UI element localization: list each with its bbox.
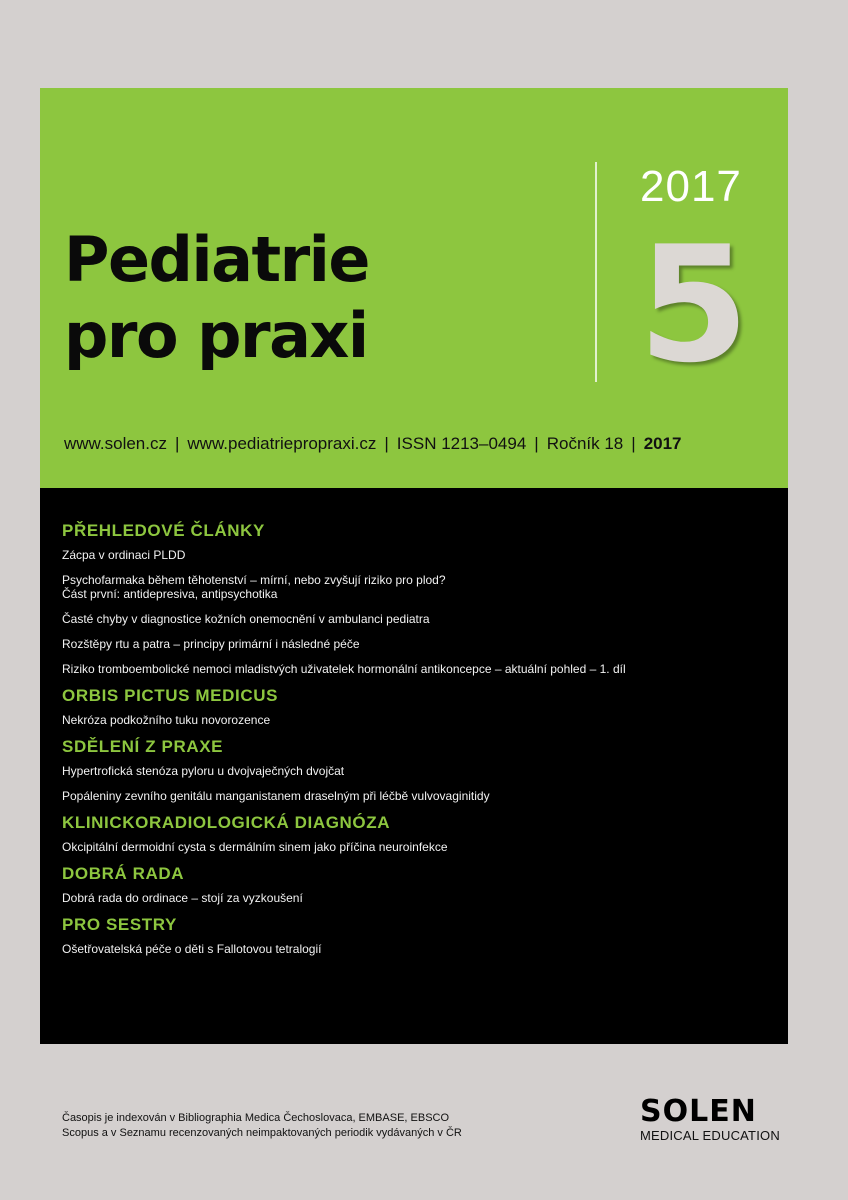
article-title: Dobrá rada do ordinace – stojí za vyzkoušení — [62, 891, 303, 905]
article-title: Zácpa v ordinaci PLDD — [62, 548, 186, 562]
separator: | — [174, 434, 180, 453]
info-year: 2017 — [643, 434, 682, 453]
toc-section — [62, 685, 772, 727]
table-of-contents — [62, 520, 772, 965]
issn: ISSN 1213–0494 — [396, 434, 527, 453]
article-title: Ošetřovatelská péče o děti s Fallotovou tetralogií — [62, 942, 322, 956]
journal-title — [64, 222, 524, 374]
article-title: Hypertrofická stenóza pyloru u dvojvaječných dvojčat — [62, 764, 345, 778]
publisher-logo — [640, 1096, 800, 1144]
issue-year: 2017 — [640, 162, 742, 211]
title-line-1: Pediatrie — [64, 223, 369, 296]
volume: Ročník 18 — [546, 434, 624, 453]
website-solen: www.solen.cz — [64, 434, 167, 453]
issue-number: 5 — [638, 211, 750, 398]
section-heading: DOBRÁ RADA — [62, 864, 185, 883]
website-journal: www.pediatriepropraxi.cz — [187, 434, 377, 453]
section-heading: SDĚLENÍ Z PRAXE — [62, 737, 224, 756]
publication-info — [64, 434, 774, 454]
title-line-2: pro praxi — [64, 299, 368, 372]
toc-section — [62, 863, 772, 905]
separator: | — [631, 434, 636, 453]
section-heading: PŘEHLEDOVÉ ČLÁNKY — [62, 521, 265, 540]
toc-section — [62, 812, 772, 854]
section-heading: PRO SESTRY — [62, 915, 177, 934]
logo-wordmark: SOLEN — [640, 1094, 757, 1129]
article-title: Psychofarmaka během těhotenství – mírní, nebo zvyšují riziko pro plod? Část první: antidepresiva, antipsychotika — [62, 573, 446, 601]
logo-tagline: MEDICAL EDUCATION — [640, 1128, 780, 1143]
article-title: Rozštěpy rtu a patra – principy primární i následné péče — [62, 637, 360, 651]
article-title: Riziko tromboembolické nemoci mladistvých uživatelek hormonální antikoncepce – aktuální pohled – 1. díl — [62, 662, 626, 676]
indexing-line-1: Časopis je indexován v Bibliographia Medica Čechoslovaca, EMBASE, EBSCO — [62, 1112, 450, 1124]
article-title: Časté chyby v diagnostice kožních onemocnění v ambulanci pediatra — [62, 612, 430, 626]
separator: | — [534, 434, 539, 453]
section-heading: KLINICKORADIOLOGICKÁ DIAGNÓZA — [62, 813, 391, 832]
toc-section — [62, 736, 772, 803]
section-heading: ORBIS PICTUS MEDICUS — [62, 686, 279, 705]
article-title: Nekróza podkožního tuku novorozence — [62, 713, 271, 727]
indexing-line-2: Scopus a v Seznamu recenzovaných neimpaktovaných periodik vydávaných v ČR — [62, 1127, 462, 1139]
toc-section — [62, 914, 772, 956]
article-title: Popáleniny zevního genitálu manganistanem draselným při léčbě vulvovaginitidy — [62, 789, 490, 803]
vertical-divider — [595, 162, 597, 382]
toc-section — [62, 520, 772, 676]
indexing-note — [62, 1111, 582, 1141]
article-title: Okcipitální dermoidní cysta s dermálním sinem jako příčina neuroinfekce — [62, 840, 448, 854]
separator: | — [384, 434, 389, 453]
